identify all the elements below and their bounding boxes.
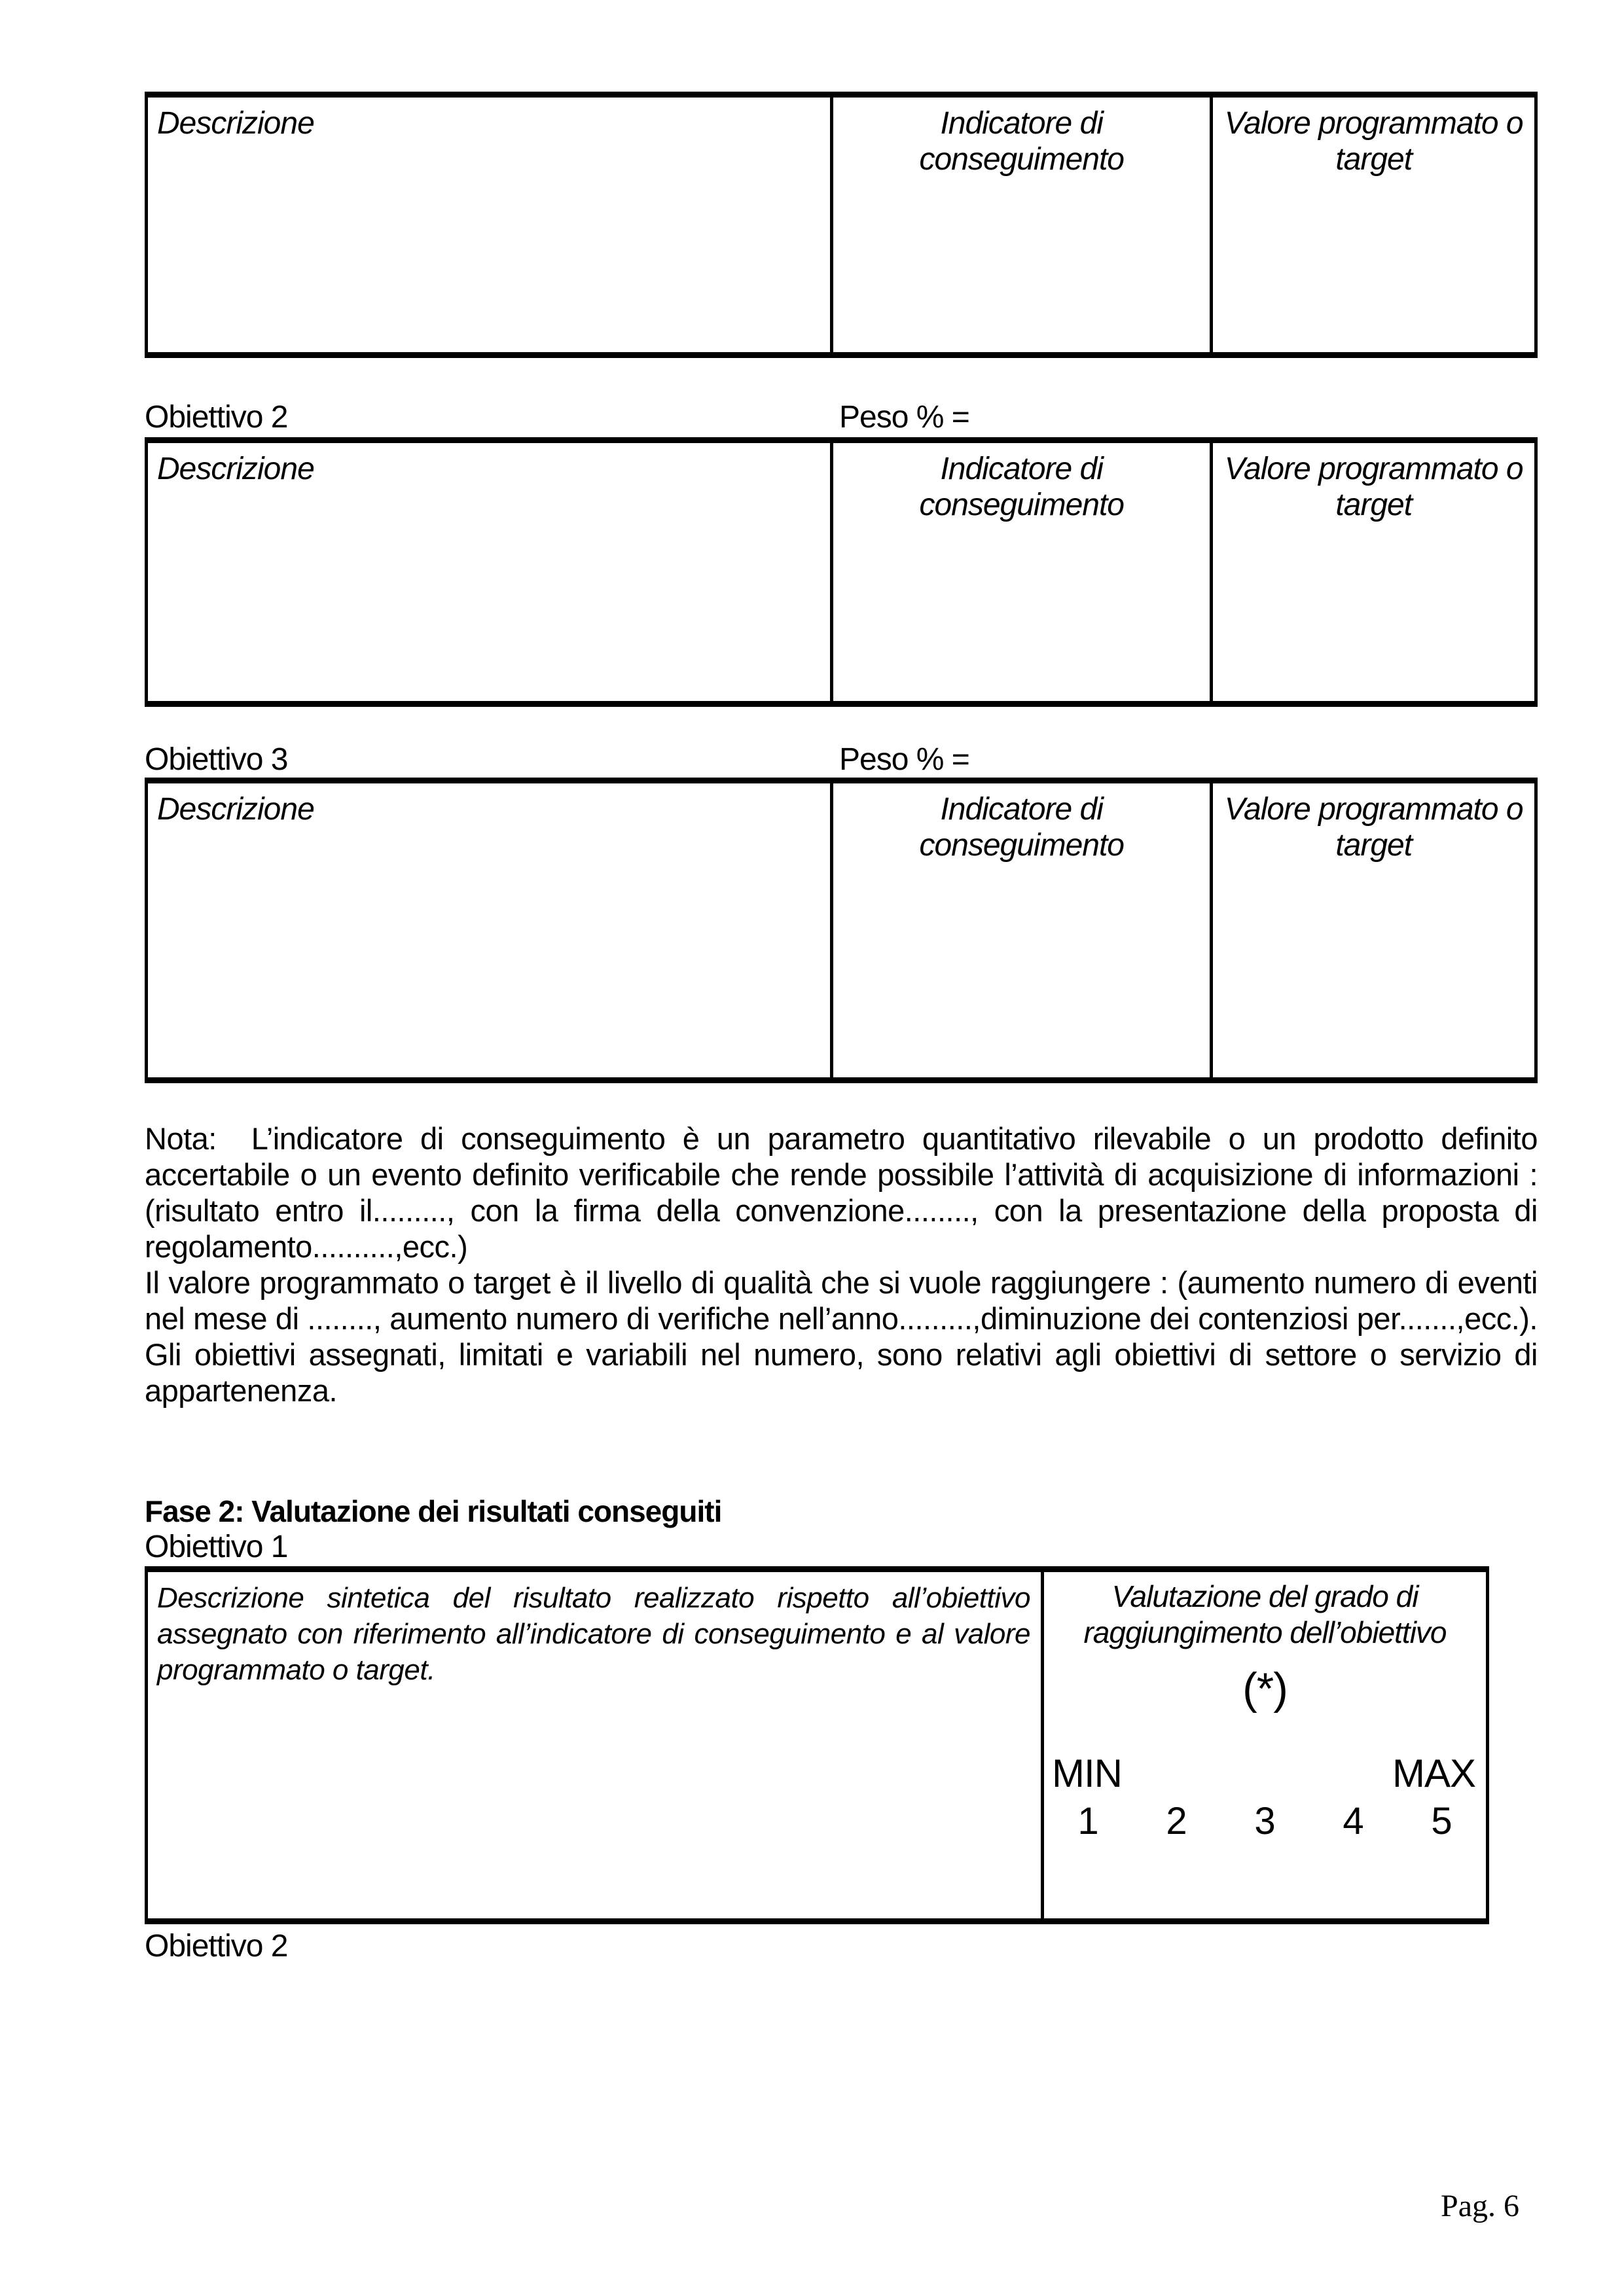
valore-header: Valore programmato o target <box>1224 106 1523 177</box>
scale-value-5: 5 <box>1431 1800 1453 1842</box>
column-valore <box>1210 783 1534 1077</box>
column-indicatore <box>830 443 1210 701</box>
objective2-label: Obiettivo 2 <box>145 1929 288 1964</box>
peso-label: Peso % = <box>839 742 969 777</box>
objective2-label-row <box>145 401 1538 436</box>
nota-paragraph-2: Il valore programmato o target è il livello di qualità che si vuole raggiungere : (aumento numero di eventi nel mese di ........, aumento numero di verifiche nell’anno.........,diminuzione dei contenziosi per.......,ecc.). Gli obiettivi assegnati, limitati e variabili nel numero, sono relativi agli obiettivi di settore o servizio di appartenenza. <box>145 1265 1538 1408</box>
column-descrizione <box>148 443 830 701</box>
nota-block <box>145 1121 1538 1408</box>
column-valore <box>1210 443 1534 701</box>
column-valore <box>1210 98 1534 352</box>
rating-scale <box>1044 1753 1486 1841</box>
evaluation-table <box>145 1566 1489 1924</box>
indicatore-header: Indicatore di conseguimento <box>919 792 1124 863</box>
column-descrizione <box>148 783 830 1077</box>
evaluation-header: Valutazione del grado di raggiungimento dell’obiettivo <box>1083 1579 1447 1649</box>
page-number: Pag. 6 <box>1441 2189 1519 2223</box>
scale-value-3: 3 <box>1254 1800 1276 1842</box>
objective2-indicators-table <box>145 437 1538 707</box>
indicatore-header: Indicatore di conseguimento <box>919 452 1124 522</box>
column-descrizione <box>148 98 830 352</box>
objective1-indicators-table <box>145 92 1538 358</box>
result-description-cell <box>148 1572 1044 1918</box>
column-indicatore <box>830 98 1210 352</box>
min-label: MIN <box>1052 1751 1122 1795</box>
descrizione-header: Descrizione <box>157 452 314 486</box>
minmax-row <box>1044 1753 1486 1794</box>
objective3-label: Obiettivo 3 <box>145 742 288 777</box>
scale-value-4: 4 <box>1343 1800 1364 1842</box>
scale-value-1: 1 <box>1077 1800 1099 1842</box>
evaluation-scale-cell <box>1044 1572 1486 1918</box>
descrizione-header: Descrizione <box>157 792 314 827</box>
peso-label: Peso % = <box>839 400 969 435</box>
max-label: MAX <box>1392 1751 1475 1795</box>
indicatore-header: Indicatore di conseguimento <box>919 106 1124 177</box>
valore-header: Valore programmato o target <box>1224 452 1523 522</box>
objective3-indicators-table <box>145 778 1538 1083</box>
nota-paragraph-1: Nota: L’indicatore di conseguimento è un parametro quantitativo rilevabile o un prodotto definito accertabile o un evento definito verificabile che rende possibile l’attività di acquisizione di informazioni : (risultato entro il........., con la firma della convenzione........, con la presentazione della proposta di regolamento..........,ecc.) <box>145 1121 1538 1264</box>
fase2-heading: Fase 2: Valutazione dei risultati conseguiti <box>145 1494 722 1528</box>
objective2-label: Obiettivo 2 <box>145 400 288 435</box>
fase2-objective1-label-row <box>145 1530 1538 1566</box>
star-note: (*) <box>1242 1664 1288 1713</box>
scale-value-2: 2 <box>1166 1800 1187 1842</box>
objective3-label-row <box>145 743 1538 778</box>
valore-header: Valore programmato o target <box>1224 792 1523 863</box>
column-indicatore <box>830 783 1210 1077</box>
result-description-text: Descrizione sintetica del risultato realizzato rispetto all’obiettivo assegnato con riferimento all’indicatore di conseguimento e al valore programmato o target. <box>157 1582 1030 1686</box>
objective1-label: Obiettivo 1 <box>145 1530 288 1564</box>
fase2-objective2-label-row <box>145 1929 1538 1965</box>
descrizione-header: Descrizione <box>157 106 314 141</box>
scale-values-row <box>1044 1802 1486 1841</box>
